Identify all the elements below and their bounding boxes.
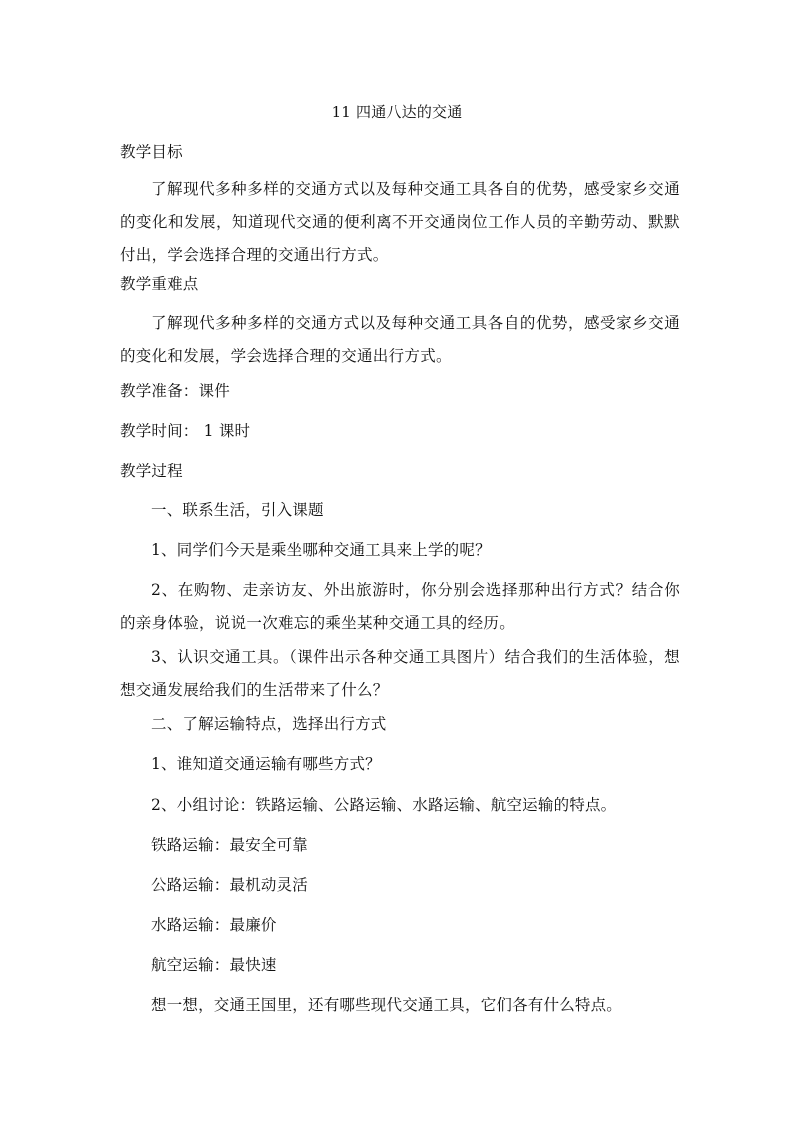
water-transport: 水路运输：最廉价 — [151, 916, 277, 934]
teaching-time: 教学时间： 1 课时 — [120, 422, 251, 440]
goal-heading: 教学目标 — [120, 143, 183, 161]
key-points-heading: 教学重难点 — [120, 275, 199, 293]
air-transport: 航空运输：最快速 — [151, 956, 277, 974]
section1-title: 一、联系生活，引入课题 — [151, 501, 324, 519]
goal-paragraph: 了解现代多种多样的交通方式以及每种交通工具各自的优势，感受家乡交通的变化和发展，知道现代交通的便利离不开交通岗位工作人员的辛勤劳动、默默付出，学会选择合理的交通出行方式。 — [120, 180, 680, 264]
section2-title: 二、了解运输特点，选择出行方式 — [151, 715, 387, 733]
document-title: 11 四通八达的交通 — [331, 103, 463, 121]
section1-item-1: 1、同学们今天是乘坐哪种交通工具来上学的呢？ — [151, 541, 491, 559]
section1-item-3: 3、认识交通工具。（课件出示各种交通工具图片）结合我们的生活体验，想想交通发展给我们的生活带来了什么？ — [120, 648, 680, 699]
section1-item-2: 2、在购物、走亲访友、外出旅游时，你分别会选择那种出行方式？结合你的亲身体验，说说一次难忘的乘坐某种交通工具的经历。 — [120, 581, 680, 632]
rail-transport: 铁路运输：最安全可靠 — [151, 836, 309, 854]
think-prompt: 想一想，交通王国里，还有哪些现代交通工具，它们各有什么特点。 — [151, 996, 623, 1014]
process-heading: 教学过程 — [120, 462, 183, 480]
road-transport: 公路运输：最机动灵活 — [151, 876, 309, 894]
key-points-paragraph: 了解现代多种多样的交通方式以及每种交通工具各自的优势，感受家乡交通的变化和发展，学会选择合理的交通出行方式。 — [120, 314, 680, 365]
section2-item-1: 1、谁知道交通运输有哪些方式？ — [151, 755, 381, 773]
teaching-prep: 教学准备：课件 — [120, 382, 230, 400]
section2-item-2: 2、小组讨论：铁路运输、公路运输、水路运输、航空运输的特点。 — [151, 796, 617, 814]
